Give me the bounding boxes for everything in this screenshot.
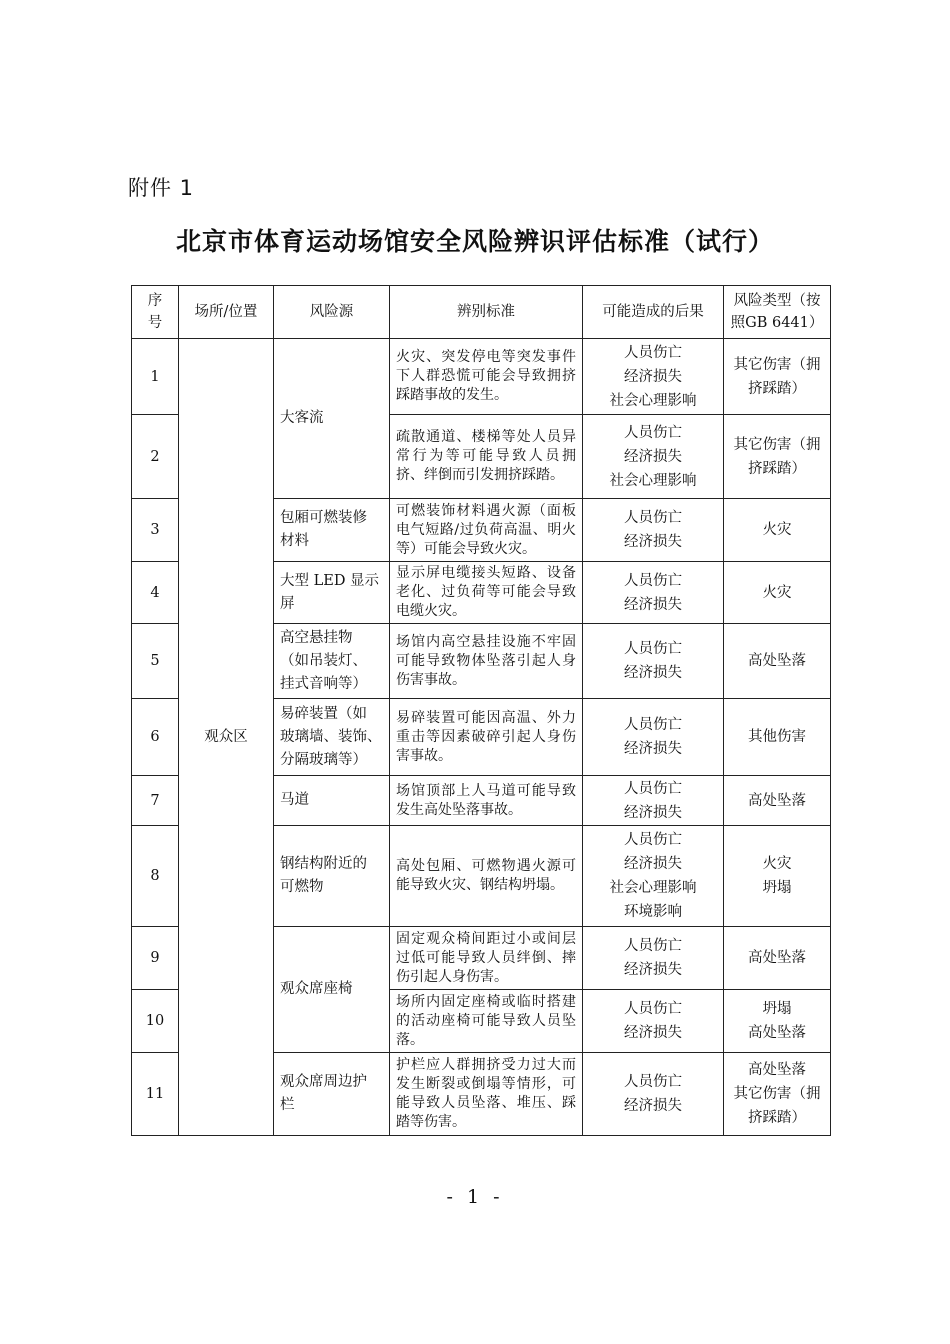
location-cell: 观众区	[179, 339, 274, 1136]
col-header-no: 序 号	[132, 286, 179, 339]
standard-cell: 显示屏电缆接头短路、设备老化、过负荷等可能会导致电缆火灾。	[390, 562, 583, 624]
col-header-location: 场所/位置	[179, 286, 274, 339]
row-no: 7	[132, 776, 179, 826]
consequence-cell: 人员伤亡 经济损失	[583, 624, 724, 699]
risk-source-cell: 大客流	[274, 339, 390, 499]
row-no: 6	[132, 699, 179, 776]
risk-type-cell: 高处坠落 其它伤害（拥 挤踩踏）	[724, 1053, 831, 1136]
risk-source-cell: 包厢可燃装修 材料	[274, 499, 390, 562]
consequence-cell: 人员伤亡 经济损失 社会心理影响 环境影响	[583, 826, 724, 927]
standard-cell: 火灾、突发停电等突发事件下人群恐慌可能会导致拥挤踩踏事故的发生。	[390, 339, 583, 415]
standard-cell: 场馆顶部上人马道可能导致发生高处坠落事故。	[390, 776, 583, 826]
standard-cell: 高处包厢、可燃物遇火源可能导致火灾、钢结构坍塌。	[390, 826, 583, 927]
row-no: 9	[132, 927, 179, 990]
row-no: 8	[132, 826, 179, 927]
row-no: 11	[132, 1053, 179, 1136]
row-no: 10	[132, 990, 179, 1053]
risk-type-cell: 坍塌 高处坠落	[724, 990, 831, 1053]
risk-type-cell: 其他伤害	[724, 699, 831, 776]
consequence-cell: 人员伤亡 经济损失	[583, 927, 724, 990]
risk-type-cell: 其它伤害（拥 挤踩踏）	[724, 415, 831, 499]
standard-cell: 场馆内高空悬挂设施不牢固可能导致物体坠落引起人身伤害事故。	[390, 624, 583, 699]
col-header-standard: 辨别标准	[390, 286, 583, 339]
consequence-cell: 人员伤亡 经济损失	[583, 499, 724, 562]
risk-type-cell: 其它伤害（拥 挤踩踏）	[724, 339, 831, 415]
standard-cell: 场所内固定座椅或临时搭建的活动座椅可能导致人员坠落。	[390, 990, 583, 1053]
consequence-cell: 人员伤亡 经济损失	[583, 562, 724, 624]
risk-source-cell: 大型 LED 显示 屏	[274, 562, 390, 624]
risk-source-cell: 高空悬挂物 （如吊装灯、 挂式音响等）	[274, 624, 390, 699]
consequence-cell: 人员伤亡 经济损失 社会心理影响	[583, 339, 724, 415]
standard-cell: 护栏应人群拥挤受力过大而发生断裂或倒塌等情形，可能导致人员坠落、堆压、踩踏等伤害。	[390, 1053, 583, 1136]
document-title: 北京市体育运动场馆安全风险辨识评估标准（试行）	[175, 227, 774, 256]
consequence-cell: 人员伤亡 经济损失	[583, 776, 724, 826]
risk-source-cell: 钢结构附近的 可燃物	[274, 826, 390, 927]
row-no: 4	[132, 562, 179, 624]
risk-source-cell: 观众席周边护 栏	[274, 1053, 390, 1136]
standard-cell: 疏散通道、楼梯等处人员异常行为等可能导致人员拥挤、绊倒而引发拥挤踩踏。	[390, 415, 583, 499]
risk-source-cell: 观众席座椅	[274, 927, 390, 1053]
standard-cell: 易碎装置可能因高温、外力重击等因素破碎引起人身伤害事故。	[390, 699, 583, 776]
col-header-consequence: 可能造成的后果	[583, 286, 724, 339]
col-header-risk-type: 风险类型（按 照GB 6441）	[724, 286, 831, 339]
standard-cell: 可燃装饰材料遇火源（面板电气短路/过负荷高温、明火等）可能会导致火灾。	[390, 499, 583, 562]
risk-source-cell: 易碎装置（如 玻璃墙、装饰、 分隔玻璃等）	[274, 699, 390, 776]
risk-assessment-table	[131, 285, 831, 1136]
risk-source-cell: 马道	[274, 776, 390, 826]
consequence-cell: 人员伤亡 经济损失	[583, 990, 724, 1053]
row-no: 1	[132, 339, 179, 415]
consequence-cell: 人员伤亡 经济损失	[583, 699, 724, 776]
risk-type-cell: 高处坠落	[724, 776, 831, 826]
consequence-cell: 人员伤亡 经济损失	[583, 1053, 724, 1136]
row-no: 2	[132, 415, 179, 499]
risk-type-cell: 火灾 坍塌	[724, 826, 831, 927]
risk-type-cell: 高处坠落	[724, 624, 831, 699]
page-number: - 1 -	[446, 1186, 504, 1208]
risk-type-cell: 火灾	[724, 562, 831, 624]
row-no: 5	[132, 624, 179, 699]
col-header-source: 风险源	[274, 286, 390, 339]
risk-type-cell: 高处坠落	[724, 927, 831, 990]
consequence-cell: 人员伤亡 经济损失 社会心理影响	[583, 415, 724, 499]
table-header-row	[132, 286, 831, 339]
table-row	[132, 339, 831, 415]
attachment-label: 附件 1	[128, 176, 195, 200]
row-no: 3	[132, 499, 179, 562]
risk-type-cell: 火灾	[724, 499, 831, 562]
standard-cell: 固定观众椅间距过小或间层过低可能导致人员绊倒、摔伤引起人身伤害。	[390, 927, 583, 990]
